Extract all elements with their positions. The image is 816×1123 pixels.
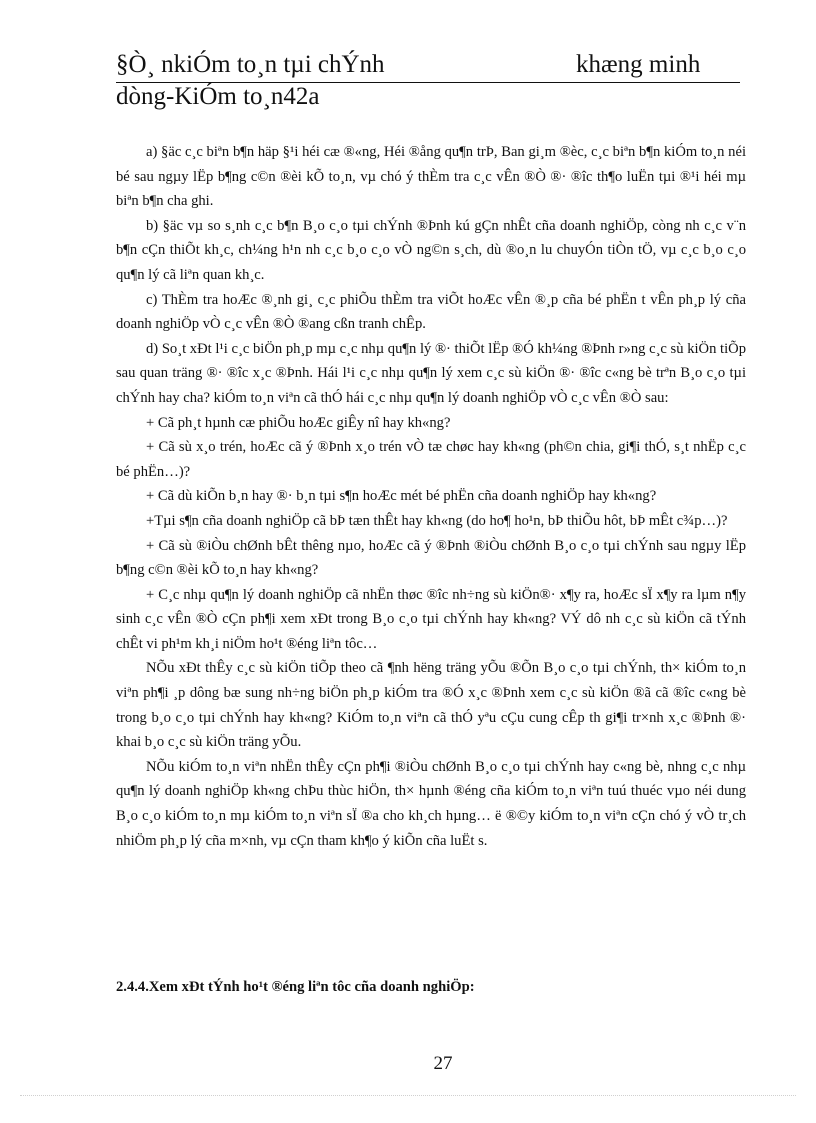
question-item: + Cã dù kiÕn b¸n hay ®· b¸n tµi s¶n hoÆc mét bé phËn cña doanh nghiÖp hay kh«ng? [146,488,657,505]
paragraph-b: b) §äc vµ so s¸nh c¸c b¶n B¸o c¸o tµi chÝnh ®Þnh kú gÇn nhÊt cña doanh nghiÖp, còng nh c¸c v¨n b¶n cÇn thiÕt kh¸c, ch¼ng h¹n nh c¸c b¸o c¸o vÒ ng©n s¸ch, dù ®o¸n lu chuyÓn tiÒn tÖ, vµ c¸c b¸o c¸o qu¶n lý cã liªn quan kh¸c. [116,217,746,283]
page-header [116,50,740,83]
paragraph-d: d) So¸t xÐt l¹i c¸c biÖn ph¸p mµ c¸c nhµ qu¶n lý ®· thiÕt lËp ®Ó kh¼ng ®Þnh r»ng c¸c sù kiÖn tiÕp sau quan träng ®· ®îc x¸c ®Þnh. Hái l¹i c¸c nhµ qu¶n lý xem c¸c sù kiÖn ®· ®îc c«ng bè trªn B¸o c¸o tµi chÝnh hay cha? kiÓm to¸n viªn cã thÓ hái c¸c nhµ qu¶n lý doanh nghiÖp vÒ c¸c vÊn ®Ò sau: [116,340,746,406]
page-number: 27 [433,1053,453,1074]
paragraph-auditor-action: NÕu kiÓm to¸n viªn nhËn thÊy cÇn ph¶i ®iÒu chØnh B¸o c¸o tµi chÝnh hay c«ng bè, nhng c¸c nhµ qu¶n lý doanh nghiÖp kh«ng chÞu thùc hiÖn, th× hµnh ®éng cña kiÓm to¸n viªn tuú thuéc vµo néi dung B¸o c¸o kiÓm to¸n mµ kiÓm to¸n viªn sÏ ®a cho kh¸ch hµng… ë ®©y kiÓm to¸n viªn cÇn chó ý vÒ tr¸ch nhiÖm ph¸p lý cña m×nh, vµ cÇn tham kh¶o ý kiÕn cña luËt s. [116,758,746,849]
document-body [116,140,746,853]
page-bottom-divider [20,1095,796,1096]
header-subtitle: dòng-KiÓm to¸n42a [116,83,320,110]
question-item: +Tµi s¶n cña doanh nghiÖp cã bÞ tæn thÊt hay kh«ng (do ho¶ ho¹n, bÞ thiÕu hôt, bÞ mÊt c¾p…)? [146,512,728,529]
question-item: + C¸c nhµ qu¶n lý doanh nghiÖp cã nhËn thøc ®îc nh÷ng sù kiÖn®· x¶y ra, hoÆc sÏ x¶y ra lµm n¶y sinh c¸c vÊn ®Ò cÇn ph¶i xem xÐt trong B¸o c¸o tµi chÝnh hay kh«ng? VÝ dô nh c¸c sù kiÖn cã tÝnh chÊt vi ph¹m kh¸i niÖm ho¹t ®éng liªn tôc… [116,586,746,652]
paragraph-a: a) §äc c¸c biªn b¶n häp §¹i héi cæ ®«ng, Héi ®ång qu¶n trÞ, Ban gi¸m ®èc, c¸c biªn b¶n kiÓm to¸n néi bé sau ngµy lËp b¶ng c©n ®èi kÕ to¸n, vµ chó ý thÈm tra c¸c vÊn ®Ò ®· ®îc th¶o luËn tµi ®¹i héi mµ biªn b¶n cha ghi. [116,144,746,210]
header-title-right: khæng minh [576,51,701,78]
header-title-left: §Ò¸ nkiÓm to¸n tµi chÝnh [116,51,385,78]
paragraph-material-events: NÕu xÐt thÊy c¸c sù kiÖn tiÕp theo cã ¶nh hëng träng yÕu ®Õn B¸o c¸o tµi chÝnh, th× kiÓm to¸n viªn ph¶i ¸p dông bæ sung nh÷ng biÖn ph¸p kiÓm tra ®Ó x¸c ®Þnh xem c¸c sù kiÖn ®ã cã ®îc c«ng bè trong b¸o c¸o tµi chÝnh hay kh«ng? KiÓm to¸n viªn cã thÓ yªu cÇu cung cÊp th gi¶i tr×nh x¸c ®Þnh ®· khai b¸o c¸c sù kiÖn träng yÕu. [116,660,746,751]
paragraph-c: c) ThÈm tra hoÆc ®¸nh gi¸ c¸c phiÕu thÈm tra viÕt hoÆc vÊn ®¸p cña bé phËn t vÊn ph¸p lý cña doanh nghiÖp vÒ c¸c vÊn ®Ò ®ang cßn tranh chÊp. [116,291,746,333]
question-item: + Cã ph¸t hµnh cæ phiÕu hoÆc giÊy nî hay kh«ng? [146,414,451,431]
section-heading: 2.4.4.Xem xÐt tÝnh ho¹t ®éng liªn tôc cña doanh nghiÖp: [116,979,475,995]
question-item: + Cã sù x¸o trén, hoÆc cã ý ®Þnh x¸o trén vÒ tæ chøc hay kh«ng (ph©n chia, gi¶i thÓ, s¸t nhËp c¸c bé phËn…)? [116,439,746,480]
question-item: + Cã sù ®iÒu chØnh bÊt thêng nµo, hoÆc cã ý ®Þnh ®iÒu chØnh B¸o c¸o tµi chÝnh sau ngµy lËp b¶ng c©n ®èi kÕ to¸n hay kh«ng? [116,537,746,579]
